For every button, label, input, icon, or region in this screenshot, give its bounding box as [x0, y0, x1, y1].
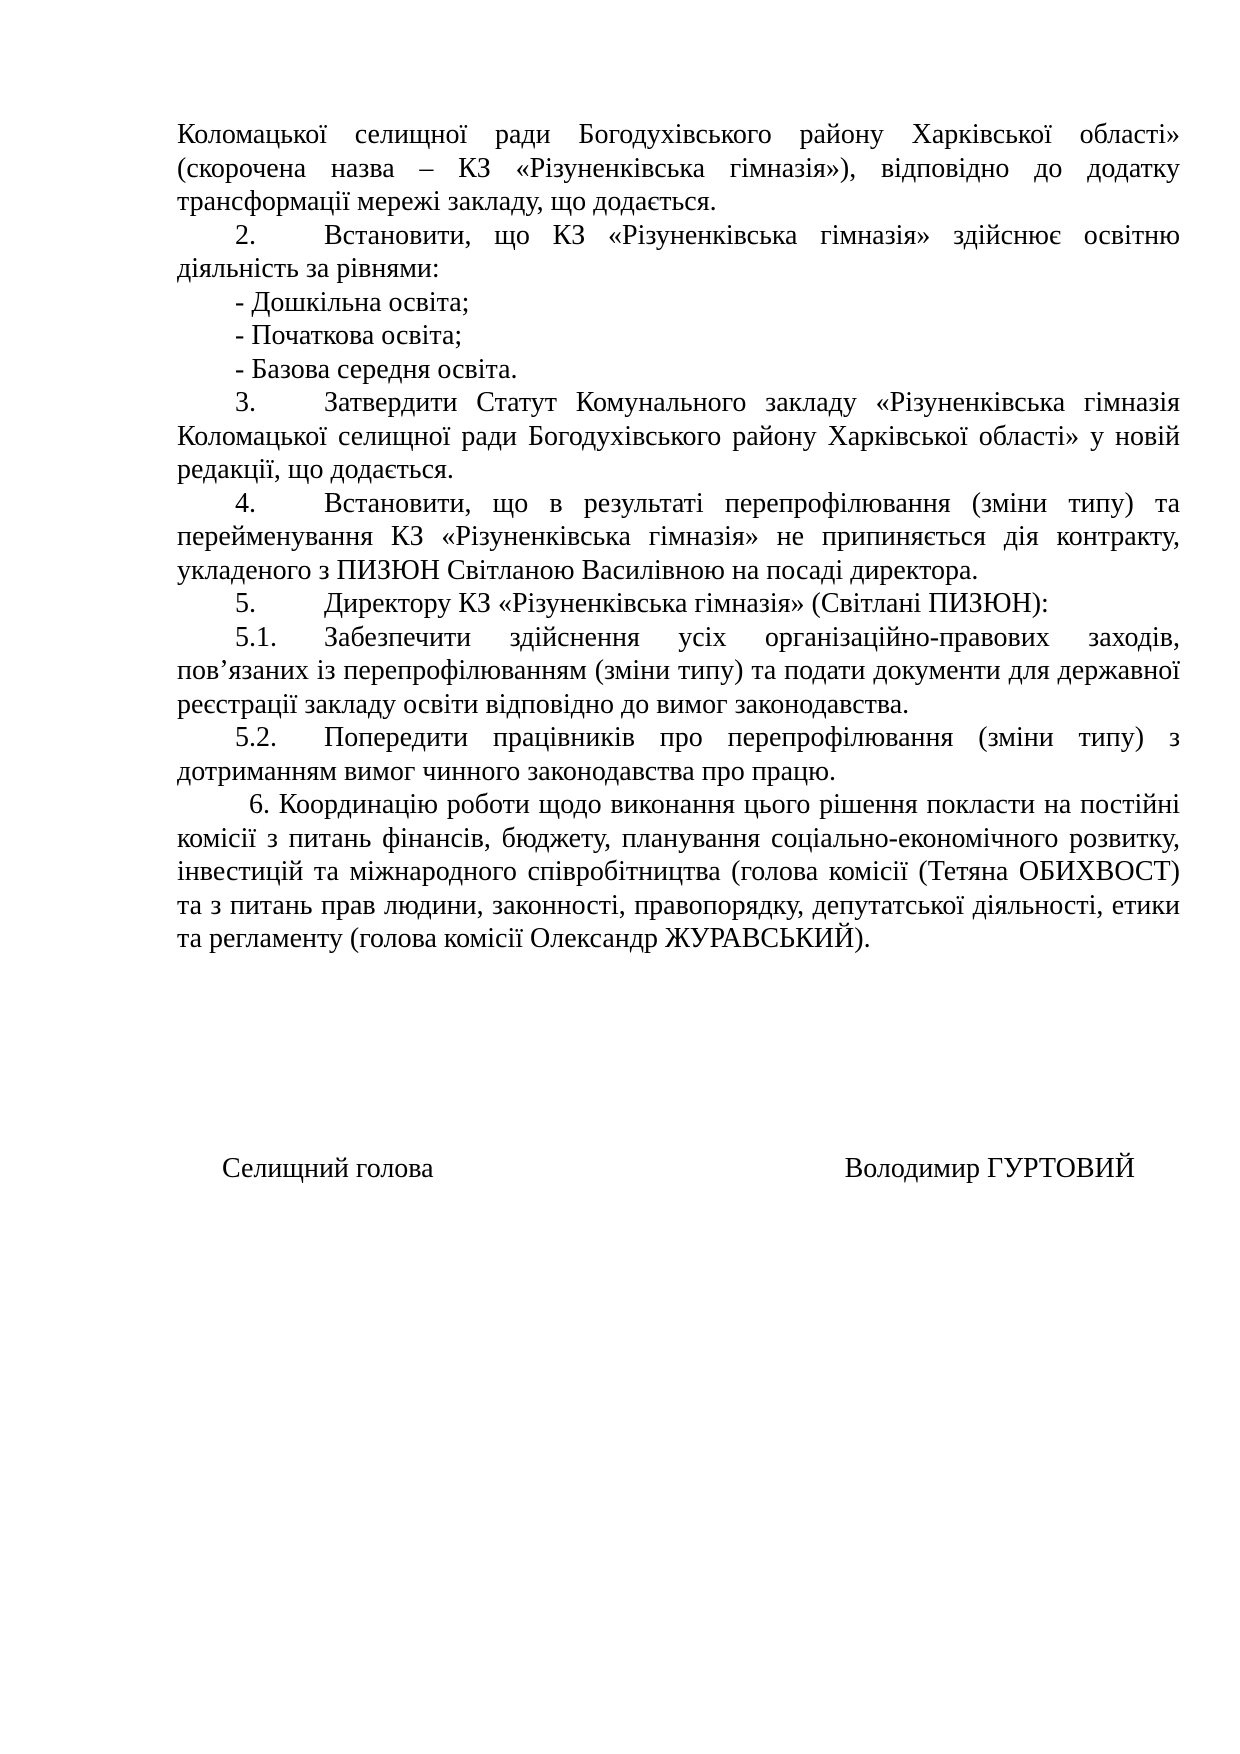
- education-level-item: - Початкова освіта;: [235, 320, 463, 351]
- item-number: 5.1.: [235, 621, 277, 653]
- decision-item-5-1: [177, 621, 1180, 722]
- item-number: 4.: [235, 487, 256, 519]
- signature-block: [177, 1152, 1180, 1192]
- item-text: Директору КЗ «Різуненківська гімназія» (Світлані ПИЗЮН):: [324, 588, 1049, 619]
- decision-item-2: [177, 219, 1180, 286]
- document-body: [177, 118, 1180, 956]
- item-number: 3.: [235, 387, 256, 418]
- item-text: Встановити, що в результаті перепрофілювання (зміни типу) та перейменування КЗ «Різуненківська гімназія» не припиняється дія контракту, укладеного з ПИЗЮН Світланою Василівною на посаді директора.: [177, 487, 1180, 586]
- intro-paragraph: Коломацької селищної ради Богодухівського району Харківської області» (скорочена назва – КЗ «Різуненківська гімназія»), відповідно до додатку трансформації мережі закладу, що додається.: [177, 119, 1180, 217]
- item-number: 2.: [235, 219, 256, 251]
- signatory-name: Володимир ГУРТОВИЙ: [844, 1153, 1135, 1184]
- decision-item-4: [177, 487, 1180, 588]
- decision-item-5-2: [177, 721, 1180, 788]
- decision-item-3: [177, 386, 1180, 487]
- item-text: Попередити працівників про перепрофілювання (зміни типу) з дотриманням вимог чинного законодавства про працю.: [177, 722, 1180, 787]
- signatory-position: Селищний голова: [222, 1153, 434, 1184]
- education-level-item: - Базова середня освіта.: [235, 353, 518, 385]
- education-level-item: - Дошкільна освіта;: [235, 286, 470, 318]
- item-text: Затвердити Статут Комунального закладу «Різуненківська гімназія Коломацької селищної ради Богодухівського району Харківської області» у новій редакції, що додається.: [177, 387, 1180, 485]
- decision-item-5: [177, 587, 1180, 621]
- item-number: 5.: [235, 588, 256, 619]
- item-text: Забезпечити здійснення усіх організаційно-правових заходів, пов’язаних із перепрофілюванням (зміни типу) та подати документи для державної реєстрації закладу освіти відповідно до вимог законодавства.: [177, 621, 1180, 720]
- item-number: 5.2.: [235, 722, 277, 753]
- item-text: Встановити, що КЗ «Різуненківська гімназія» здійснює освітню діяльність за рівнями:: [177, 219, 1180, 284]
- decision-item-6: 6. Координацію роботи щодо виконання цього рішення покласти на постійні комісії з питань фінансів, бюджету, планування соціально-економічного розвитку, інвестицій та міжнародного співробітництва (голова комісії (Тетяна ОБИХВОСТ) та з питань прав людини, законності, правопорядку, депутатської діяльності, етики та регламенту (голова комісії Олександр ЖУРАВСЬКИЙ).: [177, 789, 1180, 954]
